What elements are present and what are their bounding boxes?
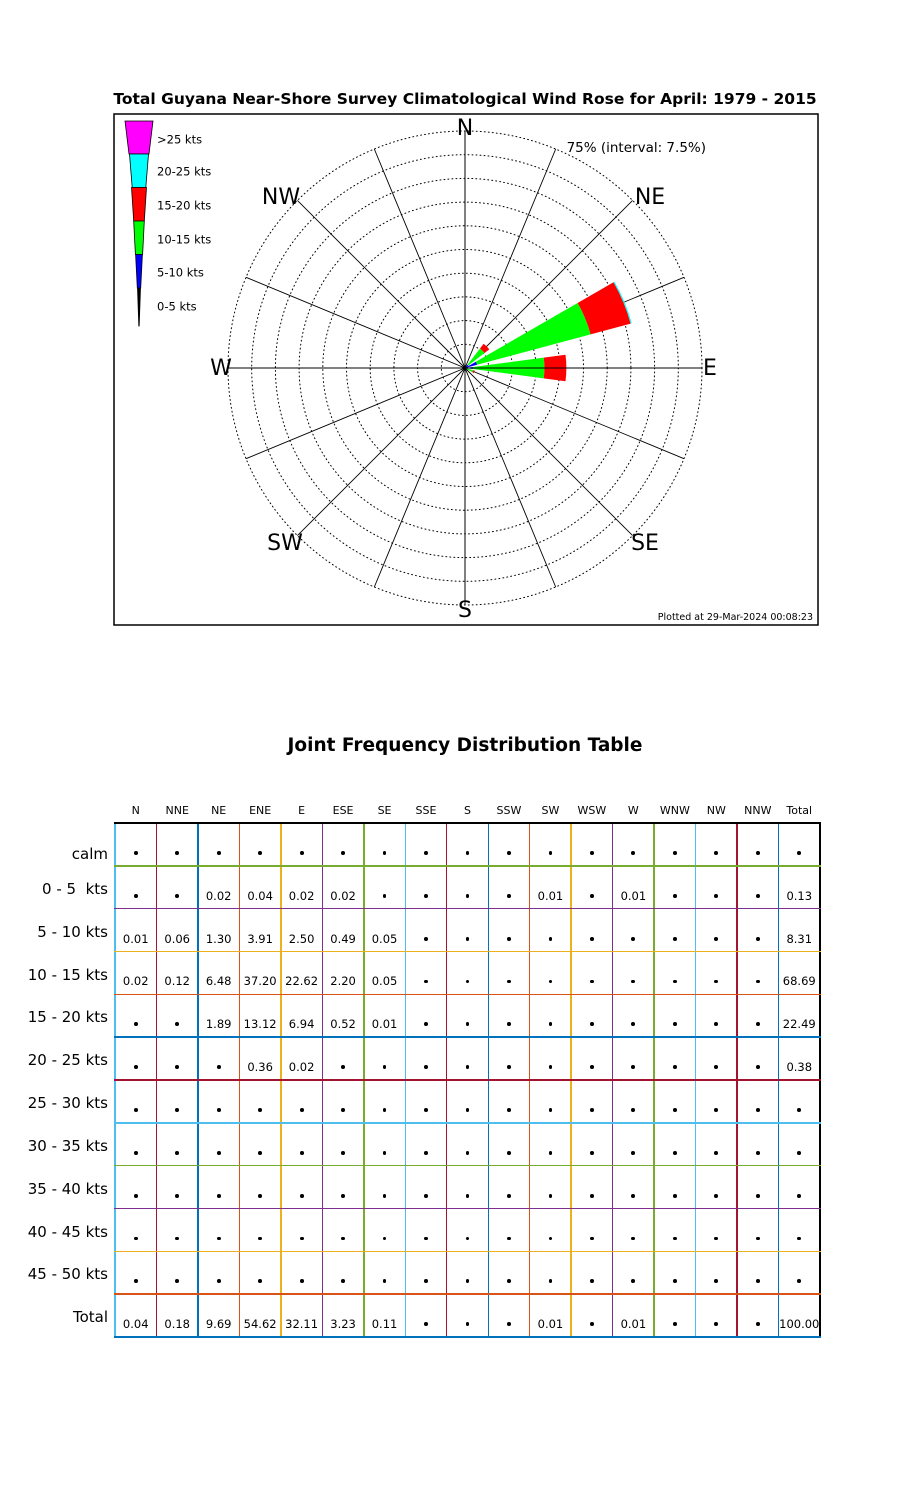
table-cell-dot: [714, 1322, 718, 1326]
grid-line-h: [114, 1336, 821, 1337]
table-cell-dot: [466, 1237, 470, 1241]
table-cell-dot: [673, 1279, 677, 1283]
table-cell-dot: [383, 894, 387, 898]
compass-label-w: W: [210, 356, 232, 381]
row-label-5: 20 - 25 kts: [27, 1051, 108, 1070]
table-cell: 0.01: [122, 931, 149, 946]
table-cell-dot: [341, 1065, 345, 1069]
table-cell-dot: [756, 894, 760, 898]
grid-line-h: [114, 865, 821, 866]
table-cell-dot: [424, 1194, 428, 1198]
compass-label-n: N: [456, 116, 474, 141]
table-cell-dot: [590, 937, 594, 941]
table-cell-dot: [756, 1279, 760, 1283]
table-cell-dot: [549, 1279, 553, 1283]
table-cell-dot: [590, 1022, 594, 1026]
table-cell: 0.04: [247, 888, 273, 903]
table-cell: 2.20: [330, 974, 356, 989]
table-cell-dot: [466, 1194, 470, 1198]
col-header-wsw: WSW: [577, 804, 607, 817]
table-cell-dot: [341, 1151, 345, 1155]
row-label-10: 45 - 50 kts: [27, 1265, 108, 1284]
row-label-4: 15 - 20 kts: [27, 1008, 108, 1027]
table-cell-dot: [341, 1108, 345, 1112]
table-cell-dot: [383, 851, 387, 855]
table-cell-dot: [590, 1279, 594, 1283]
compass-label-e: E: [703, 356, 717, 381]
table-cell-dot: [756, 1237, 760, 1241]
table-cell-dot: [424, 894, 428, 898]
table-cell-dot: [134, 894, 138, 898]
table-cell-dot: [466, 1151, 470, 1155]
table-cell: 0.18: [164, 1317, 190, 1332]
table-cell-dot: [466, 851, 470, 855]
table-cell-dot: [797, 1237, 801, 1241]
table-cell-dot: [714, 1065, 718, 1069]
table-cell-dot: [673, 1065, 677, 1069]
table-cell: 100.00: [779, 1317, 820, 1332]
table-cell-dot: [383, 1151, 387, 1155]
table-cell: 22.49: [782, 1017, 816, 1032]
table-cell-dot: [383, 1065, 387, 1069]
table-cell-dot: [797, 1194, 801, 1198]
table-cell-dot: [507, 1194, 511, 1198]
grid-line-h: [114, 1293, 821, 1294]
table-cell-dot: [549, 1065, 553, 1069]
table-cell-dot: [466, 1065, 470, 1069]
table-cell-dot: [217, 851, 221, 855]
table-cell-dot: [175, 1108, 179, 1112]
table-cell-dot: [424, 1065, 428, 1069]
table-cell-dot: [134, 851, 138, 855]
table-cell-dot: [424, 1151, 428, 1155]
table-cell: 0.02: [122, 974, 149, 989]
table-cell-dot: [341, 1194, 345, 1198]
row-label-9: 40 - 45 kts: [27, 1222, 108, 1241]
table-cell-dot: [756, 1194, 760, 1198]
legend-label-2: 15-20 kts: [157, 198, 212, 213]
table-cell-dot: [507, 851, 511, 855]
col-header-sse: SSE: [415, 804, 437, 817]
table-cell: 0.01: [537, 888, 564, 903]
table-cell-dot: [549, 1108, 553, 1112]
table-cell: 0.11: [371, 1317, 398, 1332]
table-cell-dot: [714, 1151, 718, 1155]
table-cell-dot: [507, 1108, 511, 1112]
table-cell-dot: [631, 1022, 635, 1026]
table-cell: 22.62: [285, 974, 319, 989]
compass-label-s: S: [458, 598, 472, 623]
table-cell-dot: [134, 1279, 138, 1283]
table-cell-dot: [756, 851, 760, 855]
grid-line-h: [114, 1208, 821, 1209]
table-cell-dot: [507, 1022, 511, 1026]
table-cell: 0.02: [205, 888, 232, 903]
table-cell-dot: [466, 1108, 470, 1112]
table-cell: 2.50: [288, 931, 315, 946]
table-cell-dot: [175, 1065, 179, 1069]
row-label-1: 0 - 5 kts: [42, 879, 108, 898]
table-cell: 0.05: [371, 931, 398, 946]
table-cell-dot: [590, 1108, 594, 1112]
table-cell-dot: [217, 1108, 221, 1112]
table-cell-dot: [466, 1322, 470, 1326]
table-cell-dot: [258, 1194, 262, 1198]
table-cell-dot: [383, 1237, 387, 1241]
table-cell: 37.20: [243, 974, 277, 989]
table-cell: 0.36: [247, 1060, 273, 1075]
table-cell-dot: [590, 1194, 594, 1198]
table-cell-dot: [300, 1237, 304, 1241]
table-cell: 0.12: [164, 974, 190, 989]
grid-line-h: [114, 1122, 821, 1123]
compass-label-se: SE: [631, 531, 659, 556]
table-cell-dot: [756, 937, 760, 941]
col-header-total: Total: [786, 804, 813, 817]
col-header-s: S: [463, 804, 471, 817]
table-cell: 6.48: [205, 974, 232, 989]
table-cell-dot: [507, 980, 511, 984]
table-cell: 8.31: [786, 931, 813, 946]
table-cell-dot: [134, 1237, 138, 1241]
table-cell: 0.05: [371, 974, 398, 989]
table-cell-dot: [466, 937, 470, 941]
table-cell-dot: [797, 1151, 801, 1155]
grid-line-h: [114, 822, 821, 823]
table-cell: 68.69: [782, 974, 816, 989]
table-cell: 0.49: [330, 931, 356, 946]
table-cell-dot: [549, 851, 553, 855]
row-label-0: calm: [71, 845, 108, 864]
table-cell-dot: [175, 894, 179, 898]
table-cell-dot: [797, 1279, 801, 1283]
table-cell-dot: [134, 1022, 138, 1026]
table-cell-dot: [714, 851, 718, 855]
table-title: Joint Frequency Distribution Table: [287, 735, 643, 756]
table-cell-dot: [217, 1065, 221, 1069]
table-cell-dot: [756, 1322, 760, 1326]
plotted-at-footnote: Plotted at 29-Mar-2024 00:08:23: [657, 612, 813, 623]
table-cell-dot: [175, 1237, 179, 1241]
table-cell-dot: [631, 851, 635, 855]
table-cell-dot: [631, 1151, 635, 1155]
grid-line-h: [114, 994, 821, 995]
col-header-e: E: [298, 804, 306, 817]
table-cell-dot: [175, 1022, 179, 1026]
table-cell: 0.52: [330, 1017, 356, 1032]
table-cell: 0.06: [164, 931, 190, 946]
table-cell-dot: [673, 980, 677, 984]
table-cell-dot: [590, 980, 594, 984]
table-cell-dot: [507, 1237, 511, 1241]
table-cell-dot: [383, 1194, 387, 1198]
table-cell-dot: [590, 1065, 594, 1069]
table-cell-dot: [507, 1279, 511, 1283]
row-label-3: 10 - 15 kts: [27, 965, 108, 984]
table-cell-dot: [217, 1237, 221, 1241]
col-header-se: SE: [377, 804, 392, 817]
table-cell-dot: [714, 937, 718, 941]
legend-label-0: >25 kts: [157, 132, 203, 147]
table-cell-dot: [714, 1022, 718, 1026]
table-cell: 0.38: [786, 1060, 813, 1075]
table-cell-dot: [549, 937, 553, 941]
table-cell-dot: [631, 980, 635, 984]
legend-label-1: 20-25 kts: [157, 164, 212, 179]
table-cell-dot: [631, 1194, 635, 1198]
table-cell-dot: [258, 1151, 262, 1155]
col-header-wnw: WNW: [659, 804, 690, 817]
table-cell-dot: [631, 1279, 635, 1283]
col-header-w: W: [627, 804, 639, 817]
table-cell-dot: [549, 1151, 553, 1155]
table-cell-dot: [714, 894, 718, 898]
table-cell-dot: [466, 894, 470, 898]
table-cell-dot: [590, 851, 594, 855]
table-cell-dot: [756, 1022, 760, 1026]
table-cell-dot: [756, 1108, 760, 1112]
table-cell: 3.23: [330, 1317, 356, 1332]
table-cell-dot: [175, 1279, 179, 1283]
table-cell-dot: [631, 937, 635, 941]
table-cell-dot: [424, 1322, 428, 1326]
table-cell-dot: [383, 1108, 387, 1112]
table-cell-dot: [466, 1279, 470, 1283]
table-cell-dot: [756, 1151, 760, 1155]
table-cell-dot: [549, 1237, 553, 1241]
radial-axis-label: 75% (interval: 7.5%): [566, 140, 706, 156]
table-cell-dot: [797, 1108, 801, 1112]
table-cell-dot: [590, 1151, 594, 1155]
table-cell-dot: [507, 1322, 511, 1326]
table-cell: 0.01: [620, 888, 647, 903]
table-cell-dot: [507, 1151, 511, 1155]
col-header-nne: NNE: [165, 804, 189, 817]
table-cell-dot: [673, 851, 677, 855]
table-cell-dot: [549, 1194, 553, 1198]
col-header-ene: ENE: [249, 804, 272, 817]
table-cell-dot: [507, 1065, 511, 1069]
col-header-sw: SW: [541, 804, 560, 817]
grid-line-h: [114, 951, 821, 952]
table-cell: 32.11: [285, 1317, 319, 1332]
table-cell-dot: [631, 1237, 635, 1241]
table-cell: 0.02: [288, 1060, 315, 1075]
table-cell-dot: [300, 851, 304, 855]
table-cell-dot: [424, 980, 428, 984]
grid-line-h: [114, 1165, 821, 1166]
table-cell: 0.01: [537, 1317, 564, 1332]
table-cell-dot: [217, 1151, 221, 1155]
table-cell-dot: [466, 1022, 470, 1026]
table-cell: 6.94: [288, 1017, 315, 1032]
table-cell: 9.69: [205, 1317, 232, 1332]
row-label-8: 35 - 40 kts: [27, 1179, 108, 1198]
row-label-2: 5 - 10 kts: [37, 922, 108, 941]
col-header-ne: NE: [211, 804, 227, 817]
table-cell-dot: [673, 1322, 677, 1326]
table-cell-dot: [175, 1151, 179, 1155]
table-cell-dot: [673, 937, 677, 941]
table-cell-dot: [714, 980, 718, 984]
table-cell-dot: [300, 1108, 304, 1112]
table-cell-dot: [134, 1194, 138, 1198]
col-header-ese: ESE: [332, 804, 354, 817]
table-cell-dot: [300, 1151, 304, 1155]
table-cell-dot: [175, 1194, 179, 1198]
table-cell: 3.91: [247, 931, 273, 946]
row-label-6: 25 - 30 kts: [27, 1094, 108, 1113]
table-cell-dot: [300, 1194, 304, 1198]
table-cell: 13.12: [243, 1017, 277, 1032]
table-cell-dot: [341, 851, 345, 855]
table-cell-dot: [714, 1279, 718, 1283]
table-cell-dot: [673, 1151, 677, 1155]
table-cell-dot: [217, 1279, 221, 1283]
compass-label-ne: NE: [634, 185, 666, 210]
table-cell-dot: [258, 1279, 262, 1283]
table-cell: 0.13: [786, 888, 813, 903]
table-cell-dot: [714, 1194, 718, 1198]
table-cell-dot: [258, 851, 262, 855]
table-cell-dot: [258, 1108, 262, 1112]
table-cell-dot: [631, 1108, 635, 1112]
table-cell-dot: [549, 1022, 553, 1026]
table-cell-dot: [424, 1108, 428, 1112]
row-label-7: 30 - 35 kts: [27, 1136, 108, 1155]
table-cell-dot: [590, 1322, 594, 1326]
table-cell: 0.04: [122, 1317, 149, 1332]
table-cell-dot: [590, 1237, 594, 1241]
table-cell-dot: [590, 894, 594, 898]
table-cell-dot: [300, 1279, 304, 1283]
table-cell-dot: [673, 1237, 677, 1241]
table-cell-dot: [341, 1237, 345, 1241]
compass-label-sw: SW: [267, 531, 303, 556]
table-cell-dot: [673, 1022, 677, 1026]
table-cell-dot: [756, 1065, 760, 1069]
table-cell-dot: [673, 894, 677, 898]
table-cell-dot: [673, 1194, 677, 1198]
grid-line-h: [114, 1079, 821, 1080]
table-cell-dot: [424, 937, 428, 941]
table-cell: 0.02: [330, 888, 356, 903]
table-cell-dot: [341, 1279, 345, 1283]
page-title: Total Guyana Near-Shore Survey Climatological Wind Rose for April: 1979 - 2015: [113, 90, 817, 108]
table-cell-dot: [424, 1022, 428, 1026]
table-cell: 1.30: [205, 931, 232, 946]
table-cell: 0.01: [620, 1317, 647, 1332]
table-cell-dot: [217, 1194, 221, 1198]
table-cell-dot: [507, 937, 511, 941]
table-cell-dot: [424, 851, 428, 855]
row-label-11: Total: [72, 1308, 108, 1327]
table-cell-dot: [507, 894, 511, 898]
grid-line-h: [114, 1036, 821, 1037]
col-header-nnw: NNW: [744, 804, 772, 817]
col-header-nw: NW: [706, 804, 726, 817]
table-cell: 0.01: [371, 1017, 398, 1032]
table-cell-dot: [756, 980, 760, 984]
table-cell-dot: [134, 1065, 138, 1069]
table-cell: 0.02: [288, 888, 315, 903]
compass-label-nw: NW: [261, 185, 301, 210]
table-cell: 54.62: [243, 1317, 277, 1332]
table-cell-dot: [134, 1151, 138, 1155]
table-cell-dot: [549, 980, 553, 984]
table-cell-dot: [258, 1237, 262, 1241]
table-cell: 1.89: [205, 1017, 232, 1032]
table-cell-dot: [631, 1065, 635, 1069]
table-cell-dot: [424, 1237, 428, 1241]
table-cell-dot: [714, 1237, 718, 1241]
table-cell-dot: [424, 1279, 428, 1283]
table-cell-dot: [383, 1279, 387, 1283]
legend-label-5: 0-5 kts: [157, 299, 197, 314]
table-cell-dot: [134, 1108, 138, 1112]
table-cell-dot: [714, 1108, 718, 1112]
table-cell-dot: [175, 851, 179, 855]
grid-line-h: [114, 1251, 821, 1252]
grid-line-h: [114, 908, 821, 909]
legend-label-3: 10-15 kts: [157, 232, 212, 247]
table-cell-dot: [797, 851, 801, 855]
table-cell-dot: [673, 1108, 677, 1112]
legend-label-4: 5-10 kts: [157, 265, 204, 280]
table-cell-dot: [466, 980, 470, 984]
col-header-n: N: [131, 804, 140, 817]
col-header-ssw: SSW: [496, 804, 522, 817]
